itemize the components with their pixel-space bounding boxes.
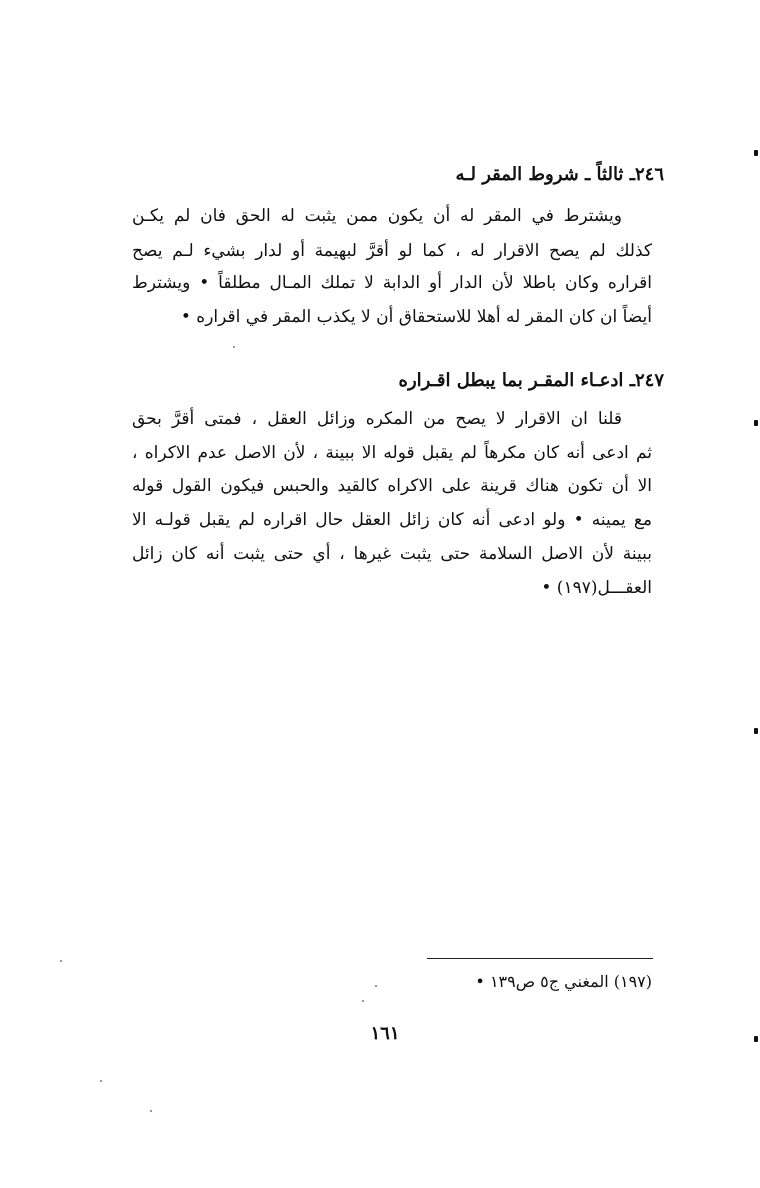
scan-edge-mark bbox=[754, 420, 758, 426]
footnote-rule bbox=[427, 958, 653, 959]
scan-speck bbox=[233, 346, 235, 348]
scan-speck bbox=[375, 985, 377, 987]
section-247-line-1: قلنا ان الاقرار لا يصح من المكره وزائل العقل ، فمتى أقرَّ بحق bbox=[132, 409, 622, 429]
section-247-line-2: ثم ادعى أنه كان مكرهاً لم يقبل قوله الا ببينة ، لأن الاصل عدم الاكراه ، bbox=[132, 443, 652, 463]
scan-speck bbox=[150, 1110, 152, 1112]
scan-edge-mark bbox=[754, 1036, 758, 1042]
section-247-heading: ٢٤٧ـ ادعـاء المقـر بما يبطل اقـراره bbox=[398, 370, 664, 391]
page-number: ١٦١ bbox=[370, 1023, 400, 1044]
scan-speck bbox=[60, 960, 62, 962]
section-246-line-2: كذلك لم يصح الاقرار له ، كما لو أقرَّ لبهيمة أو لدار بشيء لـم يصح bbox=[132, 241, 652, 261]
scan-speck bbox=[362, 1000, 364, 1002]
section-247-line-5: ببينة لأن الاصل السلامة حتى يثبت غيرها ، أي حتى يثبت أنه كان زائل bbox=[132, 544, 652, 564]
section-246-line-1: ويشترط في المقر له أن يكون ممن يثبت له الحق فان لم يكـن bbox=[132, 206, 622, 226]
scan-edge-mark bbox=[754, 728, 758, 734]
section-247-line-3: الا أن تكون هناك قرينة على الاكراه كالقيد والحبس فيكون القول قوله bbox=[132, 476, 652, 496]
scan-speck bbox=[100, 1080, 102, 1082]
section-247-line-4: مع يمينه • ولو ادعى أنه كان زائل العقل حال اقراره لم يقبل قولـه الا bbox=[132, 510, 652, 530]
section-246-heading: ٢٤٦ـ ثالثاً ـ شروط المقر لـه bbox=[455, 164, 664, 185]
scan-edge-mark bbox=[754, 150, 758, 156]
section-247-line-6: العقـــل(١٩٧) • bbox=[541, 578, 652, 598]
footnote: (١٩٧) المغني ج٥ ص١٣٩ • bbox=[475, 972, 652, 991]
section-246-line-3: اقراره وكان باطلا لأن الدار أو الدابة لا تملك المـال مطلقاً • ويشترط bbox=[132, 273, 652, 293]
section-246-line-4: أيضاً ان كان المقر له أهلا للاستحقاق أن لا يكذب المقر في اقراره • bbox=[180, 307, 652, 327]
